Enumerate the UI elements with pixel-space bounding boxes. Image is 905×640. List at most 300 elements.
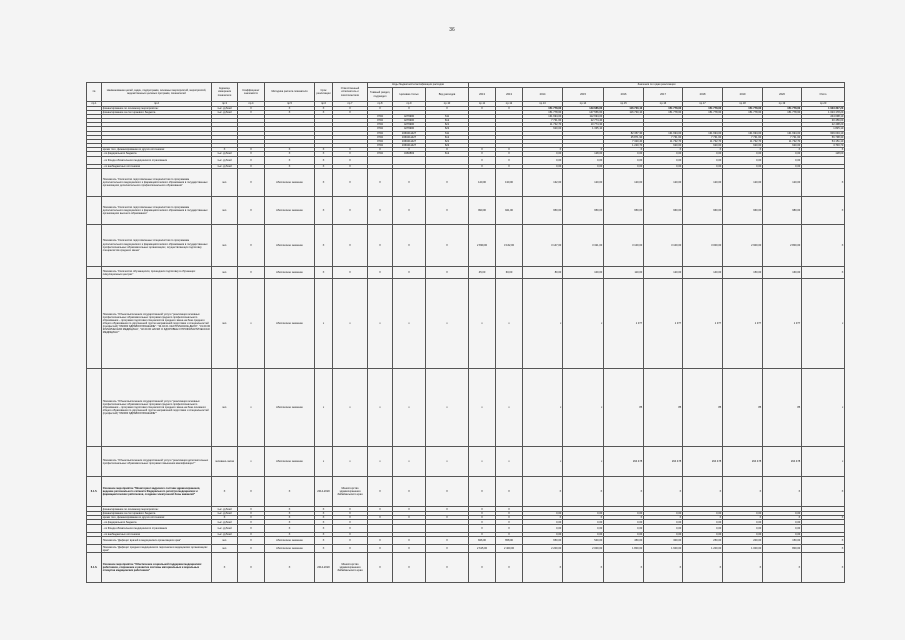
table-cell: Х bbox=[469, 516, 496, 520]
table-cell: 150,00 bbox=[723, 267, 763, 279]
table-cell: Х bbox=[315, 165, 333, 169]
table-cell: кроме того, финансирование из других источников: bbox=[102, 147, 212, 151]
table-cell: 120,00 bbox=[683, 169, 723, 197]
table-cell: 1660411427 bbox=[393, 143, 426, 147]
table-cell: 100,00 bbox=[563, 267, 604, 279]
table-cell: Х bbox=[523, 553, 563, 583]
table-cell: 60,00 bbox=[496, 267, 523, 279]
table-cell: 0,00 bbox=[723, 165, 763, 169]
header-csr: Целевая статья bbox=[393, 88, 426, 102]
colnum: пр.20 bbox=[802, 102, 845, 107]
table-cell: Х bbox=[315, 111, 333, 115]
table-cell: Х bbox=[393, 545, 426, 553]
table-cell: Х bbox=[723, 477, 763, 507]
table-cell: 11 732,70 bbox=[763, 139, 802, 143]
table-cell: Х bbox=[212, 147, 238, 151]
table-cell: Х bbox=[238, 516, 265, 520]
table-cell: 621 bbox=[426, 139, 469, 143]
table-cell: 11 732,70 bbox=[523, 123, 563, 127]
table-cell: Х bbox=[265, 507, 315, 512]
table-cell: 0,00 bbox=[683, 165, 723, 169]
table-cell: 960,00 bbox=[644, 197, 683, 225]
table-cell: 0,00 bbox=[683, 520, 723, 525]
table-cell: Основное мероприятие "Мониторинг кадрового состава здравоохранения, ведение регионального сегмента Федерального регистра медицинских и фармацевтических работников, создание электронной базы вакансий" bbox=[102, 477, 212, 507]
table-cell: Х bbox=[333, 111, 368, 115]
colnum: пр.12 bbox=[496, 102, 523, 107]
table-cell: Х bbox=[496, 507, 523, 512]
table-cell: 7 731,60 bbox=[723, 135, 763, 139]
table-cell: х bbox=[393, 279, 426, 369]
table-cell: Х bbox=[368, 169, 393, 197]
table-cell: 2 615,00 bbox=[469, 545, 496, 553]
table-cell: 120,00 bbox=[723, 169, 763, 197]
table-cell: 941,00 bbox=[496, 197, 523, 225]
table-cell bbox=[426, 525, 469, 533]
table-cell: 85 bbox=[763, 369, 802, 447]
table-cell: чел. bbox=[212, 279, 238, 369]
table-cell: 120,00 bbox=[763, 169, 802, 197]
table-cell: Х bbox=[315, 157, 333, 165]
table-cell: Х bbox=[469, 477, 496, 507]
table-cell: Министерство здравоохранения Забайкальского края bbox=[333, 553, 368, 583]
table-cell: х bbox=[315, 279, 333, 369]
table-cell: Х bbox=[238, 545, 265, 553]
table-cell: Х bbox=[496, 152, 523, 157]
table-cell: Х bbox=[426, 553, 469, 583]
table-cell bbox=[426, 157, 469, 165]
table-cell: 0,00 bbox=[604, 157, 644, 165]
table-cell: Х bbox=[238, 553, 265, 583]
table-row bbox=[87, 477, 845, 507]
table-cell: 110,00 bbox=[604, 267, 644, 279]
table-cell: тыс. рублей bbox=[212, 533, 238, 537]
table-cell: Х bbox=[604, 147, 644, 151]
header-num: № bbox=[87, 83, 102, 102]
table-cell: х bbox=[426, 279, 469, 369]
table-cell: 300,00 bbox=[644, 537, 683, 545]
table-cell: Х bbox=[496, 107, 523, 111]
table-cell: Абсолютное значение bbox=[265, 197, 315, 225]
table-cell: Х bbox=[426, 267, 469, 279]
table-cell: Х bbox=[333, 525, 368, 533]
table-cell: Х bbox=[265, 147, 315, 151]
table-cell: Показатель "Количество подготовленных специалистов по программам дополнительного медицинского и фармацевтического образования в государственных профессиональных образовательных организациях, осуществляющих подготовку специалистов среднего звена" bbox=[102, 225, 212, 267]
table-cell: х bbox=[333, 369, 368, 447]
table-cell: 0,00 bbox=[523, 157, 563, 165]
table-cell: Х bbox=[368, 225, 393, 267]
header-year: 2016 bbox=[604, 88, 644, 102]
table-cell: - из Фонда обязательного медицинского страхования bbox=[102, 157, 212, 165]
table-cell: Абсолютное значение bbox=[265, 369, 315, 447]
table-cell: 0,00 bbox=[723, 533, 763, 537]
table-cell: Х bbox=[563, 147, 604, 151]
table-cell: 0,00 bbox=[683, 533, 723, 537]
table-cell: 2 839,00 bbox=[469, 225, 496, 267]
table-cell: 2 900,00 bbox=[723, 225, 763, 267]
table-cell: Х bbox=[315, 225, 333, 267]
table-cell: Х bbox=[315, 537, 333, 545]
table-body bbox=[87, 107, 845, 583]
table-cell: 7 731,60 bbox=[763, 135, 802, 139]
table-cell: х bbox=[802, 369, 845, 447]
table-cell bbox=[87, 267, 102, 279]
table-cell: Х bbox=[426, 545, 469, 553]
table-cell: Х bbox=[802, 537, 845, 545]
table-cell: Показатель "Объем выполнения государственной услуги "реализация основных профессиональных образовательных программ среднего профессионального образования – программ подготовки специалистов среднего звена на базе основного общего образования по укрупненной группе направлений подготовки и специальностей (профессий) "060000 ЗДРАВООХРАНЕНИЕ"" bbox=[102, 369, 212, 447]
table-cell: Х bbox=[469, 533, 496, 537]
table-cell: Х bbox=[802, 225, 845, 267]
table-cell: Х bbox=[426, 107, 469, 111]
colnum: пр.3 bbox=[212, 102, 238, 107]
table-cell: 22 774,40 bbox=[563, 119, 604, 123]
header-year: 2020 bbox=[763, 88, 802, 102]
table-cell: 0,00 bbox=[523, 525, 563, 533]
table-cell bbox=[87, 157, 102, 165]
table-cell: Х bbox=[469, 107, 496, 111]
table-cell: Х bbox=[368, 147, 393, 151]
table-cell: Х bbox=[333, 107, 368, 111]
table-cell: Х bbox=[265, 525, 315, 533]
table-cell: Абсолютное значение bbox=[265, 225, 315, 267]
table-cell: Х bbox=[563, 477, 604, 507]
table-cell: 294 478 bbox=[683, 447, 723, 477]
table-cell: Х bbox=[333, 152, 368, 157]
table-cell: Х bbox=[333, 157, 368, 165]
table-cell bbox=[802, 525, 845, 533]
table-cell: Х bbox=[368, 477, 393, 507]
table-cell: х bbox=[802, 279, 845, 369]
table-cell: Х bbox=[496, 533, 523, 537]
header-year: 2019 bbox=[723, 88, 763, 102]
table-cell: Х bbox=[265, 533, 315, 537]
table-cell: х bbox=[523, 447, 563, 477]
table-cell: 7 731,60 bbox=[644, 135, 683, 139]
table-cell: 45,00 bbox=[469, 267, 496, 279]
table-cell: Показатель "Дефицит врачей в медицинских организациях края" bbox=[102, 537, 212, 545]
table-cell: Х bbox=[238, 512, 265, 516]
table-cell: 0,00 bbox=[683, 157, 723, 165]
table-cell: 0,00 bbox=[723, 152, 763, 157]
table-cell: Х bbox=[333, 516, 368, 520]
table-cell: 0,00 bbox=[604, 520, 644, 525]
table-cell: Х bbox=[265, 553, 315, 583]
table-cell: 294 478 bbox=[644, 447, 683, 477]
table-cell: 11 732,70 bbox=[683, 139, 723, 143]
table-cell: Х bbox=[604, 516, 644, 520]
table-cell: 620,00 bbox=[644, 143, 683, 147]
table-cell: Х bbox=[315, 507, 333, 512]
table-cell: 612 bbox=[426, 119, 469, 123]
table-cell: 85 bbox=[723, 369, 763, 447]
table-cell: Х bbox=[315, 533, 333, 537]
table-cell: Х bbox=[802, 267, 845, 279]
table-cell: - из Фонда обязательного медицинского страхования bbox=[102, 525, 212, 533]
table-cell: х bbox=[469, 369, 496, 447]
table-cell: Х bbox=[315, 152, 333, 157]
table-cell: х bbox=[238, 447, 265, 477]
table-cell: 2 200,00 bbox=[523, 545, 563, 553]
header-method: Методика расчета показателя bbox=[265, 83, 315, 102]
table-cell: 151 778,60 bbox=[523, 107, 563, 111]
table-cell: Х bbox=[469, 520, 496, 525]
table-cell: 0,00 bbox=[723, 525, 763, 533]
table-cell: х bbox=[315, 447, 333, 477]
table-cell: 1 800,00 bbox=[604, 545, 644, 553]
table-cell: тыс. рублей bbox=[212, 525, 238, 533]
table-row bbox=[87, 279, 845, 369]
table-cell: 800,00 bbox=[763, 545, 802, 553]
table-cell: 120,00 bbox=[644, 267, 683, 279]
table-cell: 0,00 bbox=[604, 533, 644, 537]
table-cell: Х bbox=[763, 147, 802, 151]
table-cell: 3 100,00 bbox=[604, 225, 644, 267]
table-cell: Х bbox=[333, 267, 368, 279]
table-cell: 4279900 bbox=[393, 123, 426, 127]
table-cell: 132,00 bbox=[523, 169, 563, 197]
table-cell: 0,00 bbox=[683, 152, 723, 157]
table-cell: Х bbox=[426, 197, 469, 225]
table-cell: Х bbox=[426, 169, 469, 197]
table-cell: Х bbox=[523, 147, 563, 151]
table-cell: Х bbox=[315, 516, 333, 520]
table-cell: 4279900 bbox=[393, 127, 426, 131]
table-cell: х bbox=[238, 279, 265, 369]
colnum: пр.17 bbox=[683, 102, 723, 107]
table-cell: Абсолютное значение bbox=[265, 267, 315, 279]
table-cell: 2014-2020 bbox=[315, 477, 333, 507]
table-cell: 22 498,20 bbox=[802, 123, 845, 127]
table-cell: 0,00 bbox=[563, 520, 604, 525]
table-cell: Х bbox=[604, 553, 644, 583]
table-row bbox=[87, 225, 845, 267]
table-row bbox=[87, 157, 845, 165]
table-cell: Х bbox=[644, 477, 683, 507]
table-cell: 0,00 bbox=[644, 520, 683, 525]
table-cell: 0,00 bbox=[763, 520, 802, 525]
table-cell: 0,00 bbox=[763, 512, 802, 516]
table-cell bbox=[87, 545, 102, 553]
table-cell: 950,00 bbox=[523, 197, 563, 225]
table-cell: Х bbox=[496, 520, 523, 525]
table-cell: 1 377 bbox=[644, 279, 683, 369]
table-cell: 11 732,70 bbox=[723, 139, 763, 143]
table-cell: 0,00 bbox=[723, 520, 763, 525]
header-name: Наименование целей, задач, подпрограмм, основных мероприятий, мероприятий, ведомственных целевых программ, показателей bbox=[102, 83, 212, 102]
colnum: пр.16 bbox=[644, 102, 683, 107]
table-cell: тыс. рублей bbox=[212, 152, 238, 157]
table-cell: 140,00 bbox=[683, 267, 723, 279]
table-cell: 3 147,00 bbox=[523, 225, 563, 267]
table-cell: Х bbox=[469, 553, 496, 583]
table-cell: 612 bbox=[426, 152, 469, 157]
table-cell: 294 478 bbox=[604, 447, 644, 477]
header-year: 2017 bbox=[644, 88, 683, 102]
table-cell: Абсолютное значение bbox=[265, 545, 315, 553]
table-cell: х bbox=[469, 447, 496, 477]
table-row bbox=[87, 197, 845, 225]
table-cell: Х bbox=[368, 516, 393, 520]
table-row bbox=[87, 545, 845, 553]
table-cell: 80,00 bbox=[523, 267, 563, 279]
table-cell: Х bbox=[238, 152, 265, 157]
table-cell: Х bbox=[802, 169, 845, 197]
table-cell: человеко-часов bbox=[212, 447, 238, 477]
table-cell: 0,00 bbox=[683, 525, 723, 533]
table-cell bbox=[802, 157, 845, 165]
table-cell: Х bbox=[496, 165, 523, 169]
table-cell: Х bbox=[723, 516, 763, 520]
program-table bbox=[86, 82, 845, 583]
table-cell: Х bbox=[563, 553, 604, 583]
table-cell: Х bbox=[238, 533, 265, 537]
table-cell: 3 000,00 bbox=[683, 225, 723, 267]
table-cell: 116 730,10 bbox=[604, 107, 644, 111]
table-cell: Х bbox=[368, 107, 393, 111]
table-cell: х bbox=[333, 447, 368, 477]
table-cell: 846,00 bbox=[469, 537, 496, 545]
table-cell: 0,00 bbox=[644, 157, 683, 165]
table-row bbox=[87, 553, 845, 583]
table-cell: Х bbox=[469, 512, 496, 516]
table-cell: Х bbox=[265, 516, 315, 520]
table-cell: - из внебюджетных источников bbox=[102, 165, 212, 169]
table-cell: Х bbox=[393, 516, 426, 520]
table-cell: 200,00 bbox=[723, 537, 763, 545]
table-cell: 0,00 bbox=[563, 525, 604, 533]
table-cell: Х bbox=[333, 165, 368, 169]
table-cell: Х bbox=[315, 147, 333, 151]
table-cell: Х bbox=[238, 525, 265, 533]
table-cell: 3 162,00 bbox=[496, 225, 523, 267]
table-cell: Показатель "Дефицит среднего медицинского персонала в медицинских организациях края" bbox=[102, 545, 212, 553]
colnum: пр.15 bbox=[604, 102, 644, 107]
table-cell: Х bbox=[763, 477, 802, 507]
table-cell: х bbox=[368, 279, 393, 369]
colnum: пр.2 bbox=[102, 102, 212, 107]
table-cell: Х bbox=[368, 267, 393, 279]
table-cell: х bbox=[802, 447, 845, 477]
table-cell: Х bbox=[426, 477, 469, 507]
table-cell: 0,00 bbox=[723, 512, 763, 516]
table-cell: Х bbox=[683, 147, 723, 151]
table-cell: чел. bbox=[212, 537, 238, 545]
table-cell: 147 556,60 bbox=[563, 111, 604, 115]
table-cell: 130,00 bbox=[496, 169, 523, 197]
table-cell: 30 456,00 bbox=[802, 119, 845, 123]
table-cell: 151 778,60 bbox=[683, 111, 723, 115]
table-cell: 11 732,70 bbox=[644, 139, 683, 143]
table-cell: Х bbox=[802, 545, 845, 553]
table-cell: 151 778,60 bbox=[723, 111, 763, 115]
table-cell: 0,00 bbox=[604, 165, 644, 169]
table-cell: Х bbox=[315, 107, 333, 111]
table-cell: Министерство здравоохранения Забайкальского края bbox=[333, 477, 368, 507]
colnum: пр.6 bbox=[315, 102, 333, 107]
table-cell: 3 700,70 bbox=[802, 143, 845, 147]
table-cell: х bbox=[469, 279, 496, 369]
table-cell: Показатель "Количество подготовленных специалистов по программам дополнительного медицинского и фармацевтического образования в государственных организациях высшего образования" bbox=[102, 197, 212, 225]
table-cell: Х bbox=[723, 553, 763, 583]
header-year: 2015 bbox=[563, 88, 604, 102]
table-cell: тыс. рублей bbox=[212, 520, 238, 525]
header-values-group: Значения по годам реализации bbox=[469, 83, 845, 88]
table-cell: Х bbox=[496, 525, 523, 533]
colnum: пр.7 bbox=[333, 102, 368, 107]
table-cell: Х bbox=[315, 520, 333, 525]
table-cell: 85 bbox=[644, 369, 683, 447]
table-cell: Х bbox=[238, 267, 265, 279]
table-cell: Х bbox=[802, 147, 845, 151]
table-cell: Х bbox=[683, 477, 723, 507]
header-year: 2014 bbox=[523, 88, 563, 102]
table-cell: 0,00 bbox=[763, 533, 802, 537]
table-cell: 140,00 bbox=[469, 169, 496, 197]
table-cell: Х bbox=[393, 169, 426, 197]
table-cell: 151 778,60 bbox=[683, 107, 723, 111]
table-cell: х bbox=[523, 279, 563, 369]
table-cell: 131 694,00 bbox=[763, 131, 802, 135]
table-cell: Х bbox=[238, 520, 265, 525]
table-cell: 0,00 bbox=[644, 533, 683, 537]
table-cell: Показатель "Количество подготовленных специалистов по программам дополнительного медицинского и фармацевтического образования в государственных организациях дополнительного профессионального образования" bbox=[102, 169, 212, 197]
table-cell: 244 098,10 bbox=[802, 115, 845, 119]
table-cell: Х bbox=[265, 157, 315, 165]
table-cell: Х bbox=[523, 516, 563, 520]
table-cell: Показатель "Объем выполнения государственной услуги "реализация основных профессиональных образовательных программ среднего профессионального образования – программ подготовки специалистов среднего звена на базе среднего общего образования по укрупненной группе направлений подготовки и специальностей (профессий) "060000 ЗДРАВООХРАНЕНИЕ": "34.02.01 СЕСТРИНСКОЕ ДЕЛО", "31.00.00 КЛИНИЧЕСКАЯ МЕДИЦИНА", "32.00.00 НАУКИ О ЗДОРОВЬЕ И ПРОФИЛАКТИЧЕСКАЯ МЕДИЦИНА"" bbox=[102, 279, 212, 369]
table-cell: х bbox=[368, 447, 393, 477]
table-cell bbox=[393, 525, 426, 533]
table-cell: Х bbox=[238, 147, 265, 151]
table-cell: Х bbox=[393, 197, 426, 225]
table-cell: - из федерального бюджета bbox=[102, 152, 212, 157]
table-cell: х bbox=[563, 369, 604, 447]
table-cell: 3 100,00 bbox=[644, 225, 683, 267]
header-resp: Ответственный исполнитель и соисполнители bbox=[333, 83, 368, 102]
table-cell: Х bbox=[333, 520, 368, 525]
header-rzpr: Главный раздел, подраздел bbox=[368, 88, 393, 102]
table-cell: Х bbox=[393, 477, 426, 507]
table-row bbox=[87, 537, 845, 545]
table-cell: Х bbox=[238, 507, 265, 512]
table-cell: Х bbox=[333, 147, 368, 151]
table-cell: Х bbox=[368, 507, 393, 512]
table-cell: Х bbox=[333, 533, 368, 537]
table-cell: 0,00 bbox=[523, 152, 563, 157]
table-cell: 980,00 bbox=[763, 197, 802, 225]
table-cell: 0,00 bbox=[523, 512, 563, 516]
colnum: пр.14 bbox=[563, 102, 604, 107]
table-cell: Х bbox=[333, 512, 368, 516]
table-cell: Х bbox=[265, 165, 315, 169]
table-cell: Х bbox=[315, 197, 333, 225]
table-cell: Х bbox=[426, 537, 469, 545]
header-unit: Единица измерения показателя bbox=[212, 83, 238, 102]
table-cell: Х bbox=[563, 516, 604, 520]
table-cell: Х bbox=[333, 545, 368, 553]
table-cell: х bbox=[393, 369, 426, 447]
table-cell: Х bbox=[238, 225, 265, 267]
table-cell: 0704 bbox=[368, 131, 393, 135]
table-cell: Основное мероприятие "Обеспечение социальной поддержки медицинских работников, сохранение и развитие системы материальных и моральных стимулов медицинских работников" bbox=[102, 553, 212, 583]
table-cell: 82 357,30 bbox=[604, 131, 644, 135]
table-cell: 1 377 bbox=[683, 279, 723, 369]
table-cell: 131 694,00 bbox=[644, 131, 683, 135]
table-cell: 0,00 bbox=[523, 520, 563, 525]
table-cell: Х bbox=[426, 225, 469, 267]
table-cell: 7 731,60 bbox=[523, 119, 563, 123]
table-cell: Х bbox=[238, 165, 265, 169]
table-cell: 1 600,00 bbox=[644, 545, 683, 553]
